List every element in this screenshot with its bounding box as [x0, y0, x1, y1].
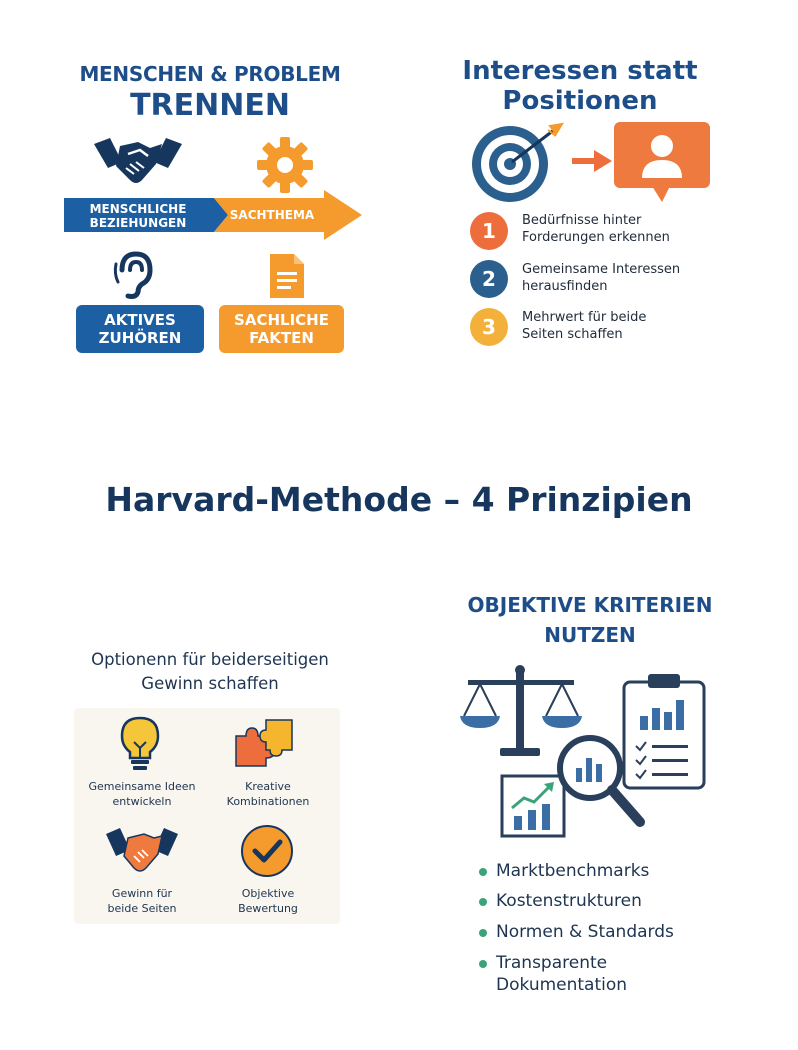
pill-left-line2: ZUHÖREN [98, 329, 182, 347]
step-1-line1: Bedürfnisse hinter [522, 213, 642, 228]
option-4-line1: Objektive [241, 887, 295, 900]
option-2-line1: Kreative [245, 780, 291, 793]
option-3-label [78, 886, 206, 916]
option-1-line1: Gemeinsame Ideen [88, 780, 196, 793]
step-3-line1: Mehrwert für beide [522, 310, 647, 325]
panel2-title-line1: Interessen statt [462, 56, 698, 86]
arrow-left-label-line2: BEZIEHUNGEN [89, 216, 187, 230]
option-3-line2: beide Seiten [107, 902, 177, 915]
puzzle-icon [232, 716, 296, 768]
panel2-title-line2: Positionen [502, 86, 658, 116]
step-3-text [522, 309, 742, 343]
page-title: Harvard-Methode – 4 Prinzipien [105, 480, 693, 519]
panel1-title-line2: TRENNEN [130, 88, 290, 123]
option-4-line2: Bewertung [238, 902, 298, 915]
panel3-title-line1: Optionenn für beiderseitigen [91, 650, 329, 669]
ear-icon [112, 250, 156, 300]
panel3-title-line2: Gewinn schaffen [141, 674, 279, 693]
step-3-number: 3 [470, 308, 508, 346]
bullet-dot [479, 960, 487, 968]
bullet-dot [479, 868, 487, 876]
criteria-item-4-line1: Transparente [496, 953, 608, 973]
person-speech-icon [614, 120, 710, 204]
option-4-label [204, 886, 332, 916]
criteria-item-4-line2: Dokumentation [496, 975, 628, 995]
criteria-item-4 [496, 952, 756, 996]
panel4-title-line2: NUTZEN [544, 623, 636, 647]
pill-left-line1: AKTIVES [104, 311, 176, 329]
arrow-right-icon [572, 150, 612, 172]
magnifier-chart-icon [552, 730, 648, 830]
option-1-line2: entwickeln [112, 795, 172, 808]
panel2-title [430, 56, 730, 116]
step-2-line2: herausfinden [522, 279, 608, 294]
step-1-line2: Forderungen erkennen [522, 230, 670, 245]
factual-facts-pill [219, 305, 344, 353]
option-1-label [78, 779, 206, 809]
handshake-icon [92, 134, 184, 190]
panel4-title-line1: OBJEKTIVE KRITERIEN [467, 593, 713, 617]
gear-icon [256, 136, 314, 194]
bullet-dot [479, 898, 487, 906]
step-2-text [522, 261, 742, 295]
panel4-title [430, 590, 750, 650]
step-1-text [522, 212, 742, 246]
panel3-title [60, 648, 360, 696]
panel1-title-line1: MENSCHEN & PROBLEM [79, 62, 341, 86]
option-2-line2: Kombinationen [226, 795, 310, 808]
step-2-line1: Gemeinsame Interessen [522, 262, 681, 277]
step-3-line2: Seiten schaffen [522, 327, 623, 342]
handshake-icon [104, 826, 180, 880]
criteria-item-1: Marktbenchmarks [496, 861, 650, 881]
pill-right-line1: SACHLICHE [234, 311, 329, 329]
pill-right-line2: FAKTEN [249, 329, 314, 347]
step-2-number: 2 [470, 260, 508, 298]
bullet-dot [479, 929, 487, 937]
arrow-left-label-line1: MENSCHLICHE [89, 202, 187, 216]
document-icon [266, 252, 306, 300]
target-icon [470, 122, 566, 204]
arrow-left-label [64, 202, 212, 230]
option-3-line1: Gewinn für [111, 887, 173, 900]
criteria-item-3: Normen & Standards [496, 922, 674, 942]
active-listening-pill [76, 305, 204, 353]
option-2-label [204, 779, 332, 809]
arrow-right-label: SACHTHEMA [229, 208, 315, 222]
criteria-item-2: Kostenstrukturen [496, 891, 642, 911]
checkmark-icon [240, 824, 294, 878]
step-1-number: 1 [470, 212, 508, 250]
lightbulb-icon [118, 716, 162, 772]
